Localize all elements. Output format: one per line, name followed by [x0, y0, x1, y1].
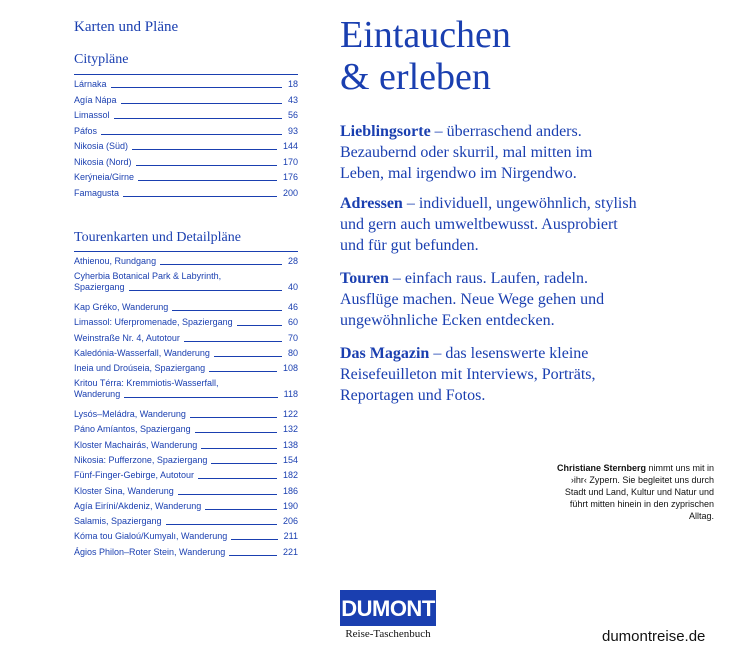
entry-page: 206 — [282, 516, 298, 527]
dumont-logo — [340, 590, 436, 640]
entry-name: Kaledónia-Wasserfall, Wanderung — [74, 347, 210, 358]
entry-page: 182 — [282, 470, 298, 481]
index-entry — [74, 302, 298, 313]
entry-name: Páfos — [74, 125, 98, 136]
leader-line — [201, 448, 277, 449]
leader-line — [209, 371, 277, 372]
index-entry — [74, 157, 298, 168]
entry-page: 40 — [287, 282, 298, 293]
index-entry — [74, 110, 298, 121]
entry-name: Weinstraße Nr. 4, Autotour — [74, 332, 180, 343]
index-entry — [74, 172, 298, 183]
entry-page: 132 — [282, 424, 298, 435]
index-entry — [74, 486, 298, 497]
entry-page: 200 — [282, 187, 298, 198]
feature-touren — [340, 268, 640, 331]
leader-line — [160, 264, 282, 265]
index-entry — [74, 378, 298, 400]
entry-page: 108 — [282, 363, 298, 374]
feature-text: – einfach raus. Laufen, radeln. Ausflüge machen. Neue Wege gehen und ungewöhnliche Ecken entdecken. — [340, 270, 605, 329]
entry-name: Limassol: Uferpromenade, Spaziergang — [74, 317, 233, 328]
index-entry — [74, 188, 298, 199]
entry-page: 43 — [287, 94, 298, 105]
entry-name: Spaziergang — [74, 282, 125, 293]
leader-line — [190, 417, 277, 418]
leader-line — [101, 134, 282, 135]
entry-page: 154 — [282, 454, 298, 465]
feature-title: Touren — [340, 270, 389, 287]
tour-maps-heading: Tourenkarten und Detailpläne — [74, 230, 241, 245]
leader-line — [132, 149, 277, 150]
leader-line — [123, 196, 277, 197]
entry-name: Páno Amíantos, Spaziergang — [74, 424, 191, 435]
feature-magazin — [340, 343, 630, 406]
feature-text: – das lesenswerte kleine Reisefeuilleton mit Interviews, Porträts, Reportagen und Fotos. — [340, 345, 596, 404]
index-entry — [74, 363, 298, 374]
index-entry — [74, 271, 298, 293]
leader-line — [237, 325, 282, 326]
entry-name: Kloster Machairás, Wanderung — [74, 439, 198, 450]
maps-title: Karten und Pläne — [74, 19, 179, 35]
entry-name: Nikosia: Pufferzone, Spaziergang — [74, 454, 208, 465]
feature-lieblingsorte — [340, 121, 640, 184]
leader-line — [114, 118, 282, 119]
entry-page: 122 — [282, 409, 298, 419]
index-entry — [74, 348, 298, 359]
entry-name: Agía Nápa — [74, 94, 117, 105]
index-entry — [74, 409, 298, 420]
leader-line — [136, 165, 277, 166]
website-url: dumontreise.de — [602, 628, 706, 645]
entry-name: Limassol — [74, 110, 110, 120]
index-entry — [74, 455, 298, 466]
feature-title: Lieblingsorte — [340, 123, 431, 140]
entry-name: Wanderung — [74, 389, 121, 400]
entry-name: Agía Eiríni/Akdeniz, Wanderung — [74, 500, 202, 511]
entry-name: Kloster Sina, Wanderung — [74, 485, 174, 496]
leader-line — [111, 87, 282, 88]
city-maps-heading: Citypläne — [74, 52, 129, 67]
author-name: Christiane Sternberg — [556, 463, 646, 473]
leader-line — [178, 494, 277, 495]
author-note — [556, 462, 714, 522]
logo-subtitle: Reise-Taschenbuch — [345, 628, 431, 640]
index-entry — [74, 317, 298, 328]
entry-page: 93 — [287, 125, 298, 136]
entry-page: 56 — [287, 110, 298, 120]
entry-name: Ineia und Droúseia, Spaziergang — [74, 363, 206, 374]
index-entry — [74, 126, 298, 137]
entry-page: 176 — [282, 172, 298, 182]
entry-name: Athienou, Rundgang — [74, 256, 157, 266]
leader-line — [166, 524, 277, 525]
feature-text: – überraschend anders. Bezaubernd oder skurril, mal mitten im Leben, mal irgendwo im Nirgendwo. — [340, 123, 593, 182]
index-entry — [74, 79, 298, 90]
city-maps-rule — [74, 74, 298, 75]
leader-line — [211, 463, 277, 464]
entry-page: 70 — [287, 332, 298, 343]
entry-name: Lysós–Meládra, Wanderung — [74, 409, 186, 419]
entry-name: Ágios Philon–Roter Stein, Wanderung — [74, 546, 226, 557]
feature-text: – individuell, ungewöhnlich, stylish und gern auch umweltbewusst. Ausprobiert und für gut befunden. — [340, 195, 637, 254]
entry-page: 170 — [282, 156, 298, 167]
entry-page: 144 — [282, 141, 298, 151]
index-entry — [74, 501, 298, 512]
entry-page: 190 — [282, 500, 298, 511]
leader-line — [198, 478, 277, 479]
entry-name: Lárnaka — [74, 79, 107, 89]
leader-line — [214, 356, 282, 357]
leader-line — [184, 341, 282, 342]
entry-name-line1: Cyherbia Botanical Park & Labyrinth, — [74, 271, 222, 282]
entry-page: 28 — [287, 256, 298, 266]
leader-line — [229, 555, 277, 556]
index-entry — [74, 440, 298, 451]
entry-name: Kap Gréko, Wanderung — [74, 301, 169, 312]
index-entry — [74, 531, 298, 542]
index-entry — [74, 424, 298, 435]
index-entry — [74, 141, 298, 152]
feature-title: Adressen — [340, 195, 403, 212]
index-entry — [74, 547, 298, 558]
entry-name: Salamis, Spaziergang — [74, 516, 162, 527]
index-entry — [74, 470, 298, 481]
entry-name: Kóma tou Gialoú/Kumyalı, Wanderung — [74, 531, 228, 542]
feature-adressen — [340, 193, 640, 256]
entry-name: Fünf-Finger-Gebirge, Autotour — [74, 470, 195, 481]
entry-page: 80 — [287, 347, 298, 358]
headline — [340, 14, 511, 98]
leader-line — [121, 103, 282, 104]
entry-page: 118 — [283, 389, 298, 400]
leader-line — [195, 432, 277, 433]
index-entry — [74, 95, 298, 106]
leader-line — [129, 290, 282, 291]
leader-line — [124, 397, 277, 398]
entry-name: Nikosia (Süd) — [74, 141, 129, 151]
index-entry — [74, 256, 298, 267]
index-entry — [74, 516, 298, 527]
entry-page: 186 — [282, 485, 298, 496]
headline-line1: Eintauchen — [340, 14, 511, 56]
entry-page: 18 — [287, 79, 298, 89]
entry-page: 221 — [282, 546, 298, 557]
leader-line — [231, 539, 277, 540]
entry-page: 46 — [287, 301, 298, 312]
entry-page: 60 — [287, 317, 298, 328]
entry-page: 211 — [283, 531, 298, 542]
headline-line2: & erleben — [340, 56, 491, 98]
leader-line — [138, 180, 277, 181]
entry-name: Kerýneia/Girne — [74, 172, 135, 182]
logo-brand: DUMONT — [340, 590, 436, 626]
leader-line — [205, 509, 277, 510]
feature-title: Das Magazin — [340, 345, 430, 362]
entry-name: Nikosia (Nord) — [74, 156, 132, 167]
entry-page: 138 — [282, 439, 298, 450]
entry-name: Famagusta — [74, 187, 120, 198]
entry-name-line1: Kritou Térra: Kremmiotis-Wasserfall, — [74, 378, 219, 389]
leader-line — [172, 310, 282, 311]
author-text: nimmt uns mit in ›ihr‹ Zypern. Sie begleitet uns durch Stadt und Land, Kultur und Natur und führt mitten hinein in den zyprischen Alltag. — [564, 463, 714, 521]
tour-maps-rule — [74, 251, 298, 252]
index-entry — [74, 333, 298, 344]
